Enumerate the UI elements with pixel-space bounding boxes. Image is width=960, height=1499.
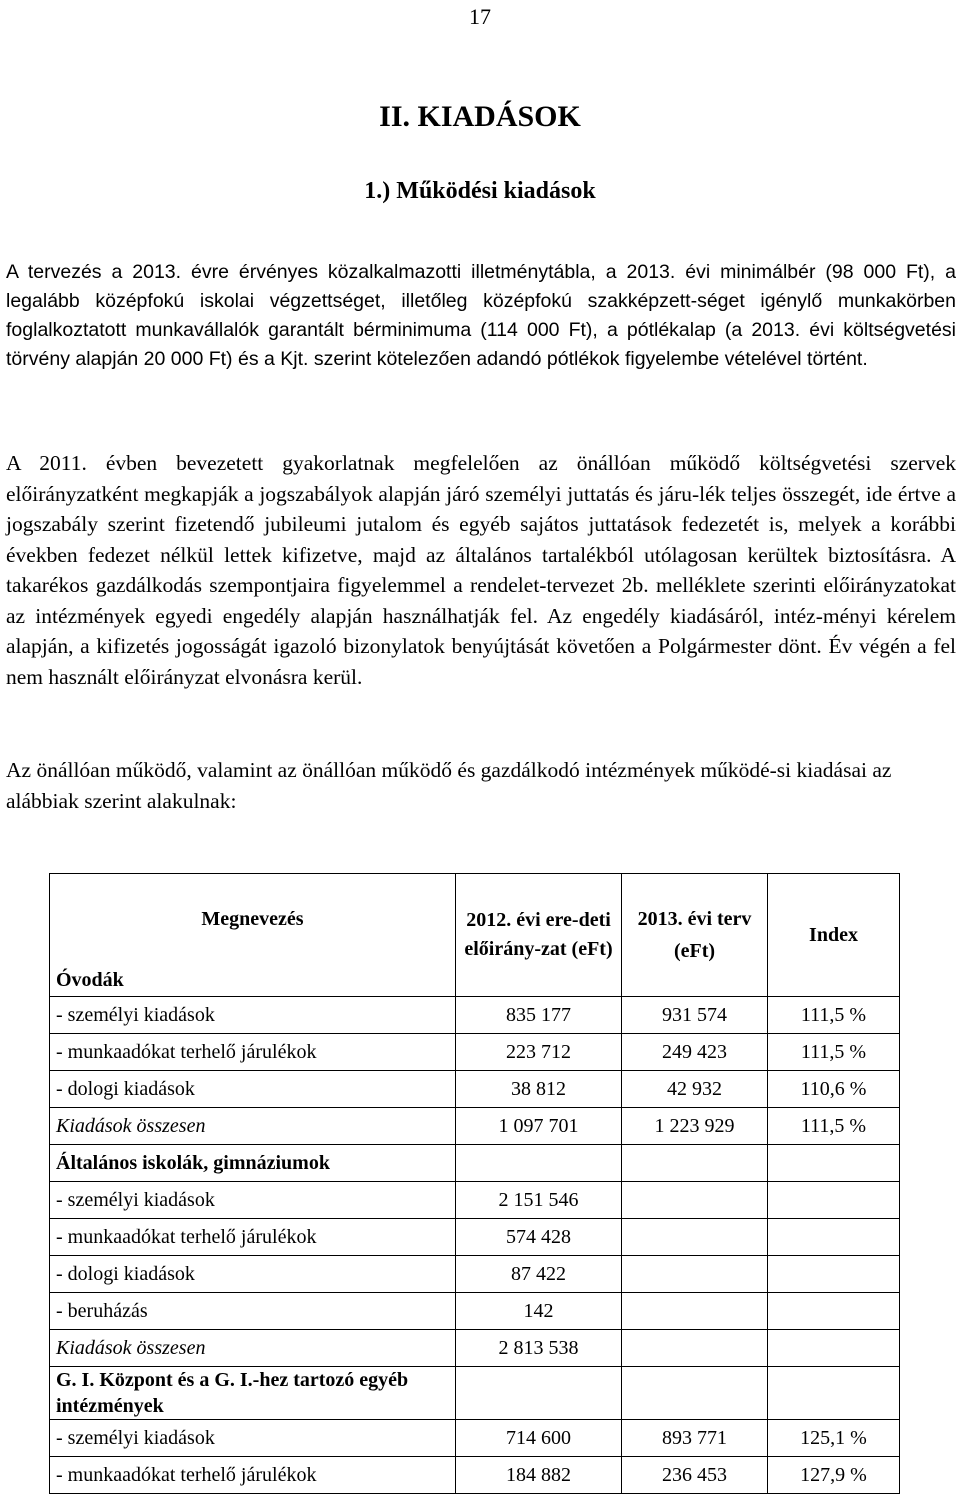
table-section-row <box>50 1145 900 1182</box>
row-value-2012: 2 813 538 <box>456 1330 622 1367</box>
row-value-2012: 1 097 701 <box>456 1108 622 1145</box>
row-value-2012: 87 422 <box>456 1256 622 1293</box>
row-label: - munkaadókat terhelő járulékok <box>50 1457 456 1494</box>
section-ovodak: Óvodák <box>56 969 124 991</box>
row-index: 111,5 % <box>768 1034 900 1071</box>
expenditure-table <box>49 873 900 1494</box>
row-index <box>768 1256 900 1293</box>
row-value-2012: 38 812 <box>456 1071 622 1108</box>
table-row <box>50 1034 900 1071</box>
page-number: 17 <box>469 4 491 29</box>
row-label: - személyi kiadások <box>50 1420 456 1457</box>
row-label: - személyi kiadások <box>50 997 456 1034</box>
row-value-2012: 835 177 <box>456 997 622 1034</box>
row-value-2013 <box>622 1145 768 1182</box>
paragraph-planning-basis: A tervezés a 2013. évre érvényes közalkalmazotti illetménytábla, a 2013. évi minimálbér (98 000 Ft), a legalább középfokú iskolai végzettséget, illetőleg középfokú szakképzett-séget igénylő munkakörben foglalkoztatott munkavállalók garantált bérminimuma (114 000 Ft), a pótlékalap (a 2013. évi költségvetési törvény alapján 20 000 Ft) és a Kjt. szerint kötelezően adandó pótlékok figyelembe vételével történt. <box>6 261 956 370</box>
row-value-2012: 574 428 <box>456 1219 622 1256</box>
row-label: Kiadások összesen <box>50 1108 456 1145</box>
row-value-2013 <box>622 1219 768 1256</box>
section-label: G. I. Központ és a G. I.-hez tartozó egyéb intézmények <box>50 1367 456 1420</box>
row-label: - személyi kiadások <box>50 1182 456 1219</box>
table-row-total <box>50 1108 900 1145</box>
header-2013: 2013. évi terv (eFt) <box>622 874 768 997</box>
header-name: Megnevezés <box>201 908 304 930</box>
row-index: 111,5 % <box>768 1108 900 1145</box>
row-label: - dologi kiadások <box>50 1256 456 1293</box>
row-value-2012: 184 882 <box>456 1457 622 1494</box>
table-section-row <box>50 1367 900 1420</box>
row-value-2012: 223 712 <box>456 1034 622 1071</box>
row-index <box>768 1330 900 1367</box>
row-index: 127,9 % <box>768 1457 900 1494</box>
table-row <box>50 1420 900 1457</box>
row-index: 110,6 % <box>768 1071 900 1108</box>
paragraph-table-intro: Az önállóan működő, valamint az önállóan működő és gazdálkodó intézmények működé-si kiadásai az alábbiak szerint alakulnak: <box>6 758 892 813</box>
row-label: - munkaadókat terhelő járulékok <box>50 1219 456 1256</box>
table-row <box>50 1293 900 1330</box>
table-header-row <box>50 874 900 997</box>
row-value-2012: 142 <box>456 1293 622 1330</box>
row-value-2013 <box>622 1330 768 1367</box>
table-row <box>50 1219 900 1256</box>
row-index <box>768 1367 900 1420</box>
row-label: - dologi kiadások <box>50 1071 456 1108</box>
chapter-heading: II. KIADÁSOK <box>379 100 581 133</box>
header-index: Index <box>768 874 900 997</box>
row-label: - beruházás <box>50 1293 456 1330</box>
row-value-2013: 42 932 <box>622 1071 768 1108</box>
row-value-2013 <box>622 1256 768 1293</box>
table-row <box>50 1256 900 1293</box>
section-heading: 1.) Működési kiadások <box>364 178 596 204</box>
row-index: 125,1 % <box>768 1420 900 1457</box>
row-value-2013 <box>622 1367 768 1420</box>
row-index <box>768 1219 900 1256</box>
row-value-2012 <box>456 1367 622 1420</box>
row-label: Kiadások összesen <box>50 1330 456 1367</box>
row-value-2013: 236 453 <box>622 1457 768 1494</box>
table-row <box>50 997 900 1034</box>
row-value-2013: 249 423 <box>622 1034 768 1071</box>
row-value-2012: 2 151 546 <box>456 1182 622 1219</box>
row-value-2013 <box>622 1293 768 1330</box>
table-row <box>50 1071 900 1108</box>
header-2012: 2012. évi ere-deti előirány-zat (eFt) <box>456 874 622 997</box>
row-index: 111,5 % <box>768 997 900 1034</box>
row-value-2013: 1 223 929 <box>622 1108 768 1145</box>
paragraph-practice-2011: A 2011. évben bevezetett gyakorlatnak megfelelően az önállóan működő költségvetési szervek előirányzatként megkapják a jogszabályok alapján járó személyi juttatás és járu-lék teljes összegét, ide értve a jogszabály szerint fizetendő jubileumi jutalom és egyéb sajátos juttatások fedezetét is, melyek a korábbi években fedezet nélkül lettek kifizetve, majd az általános tartalékból utólagosan kerültek biztosításra. A takarékos gazdálkodás szempontjaira figyelemmel a rendelet-tervezet 2b. melléklete szerinti előirányzatokat az intézmények egyedi engedély alapján használhatják fel. Az engedély kiadásáról, intéz-ményi kérelem alapján, a kifizetés jogosságát igazoló bizonylatok benyújtását követően a Polgármester dönt. Év végén a fel nem használt előirányzat elvonásra kerül. <box>6 451 956 689</box>
row-value-2013: 893 771 <box>622 1420 768 1457</box>
table-row <box>50 1182 900 1219</box>
row-index <box>768 1145 900 1182</box>
header-name-cell <box>50 874 456 997</box>
row-index <box>768 1182 900 1219</box>
row-value-2013: 931 574 <box>622 997 768 1034</box>
row-value-2012 <box>456 1145 622 1182</box>
row-label: - munkaadókat terhelő járulékok <box>50 1034 456 1071</box>
table-row-total <box>50 1330 900 1367</box>
row-value-2013 <box>622 1182 768 1219</box>
table-row <box>50 1457 900 1494</box>
row-index <box>768 1293 900 1330</box>
row-value-2012: 714 600 <box>456 1420 622 1457</box>
section-label: Általános iskolák, gimnáziumok <box>50 1145 456 1182</box>
